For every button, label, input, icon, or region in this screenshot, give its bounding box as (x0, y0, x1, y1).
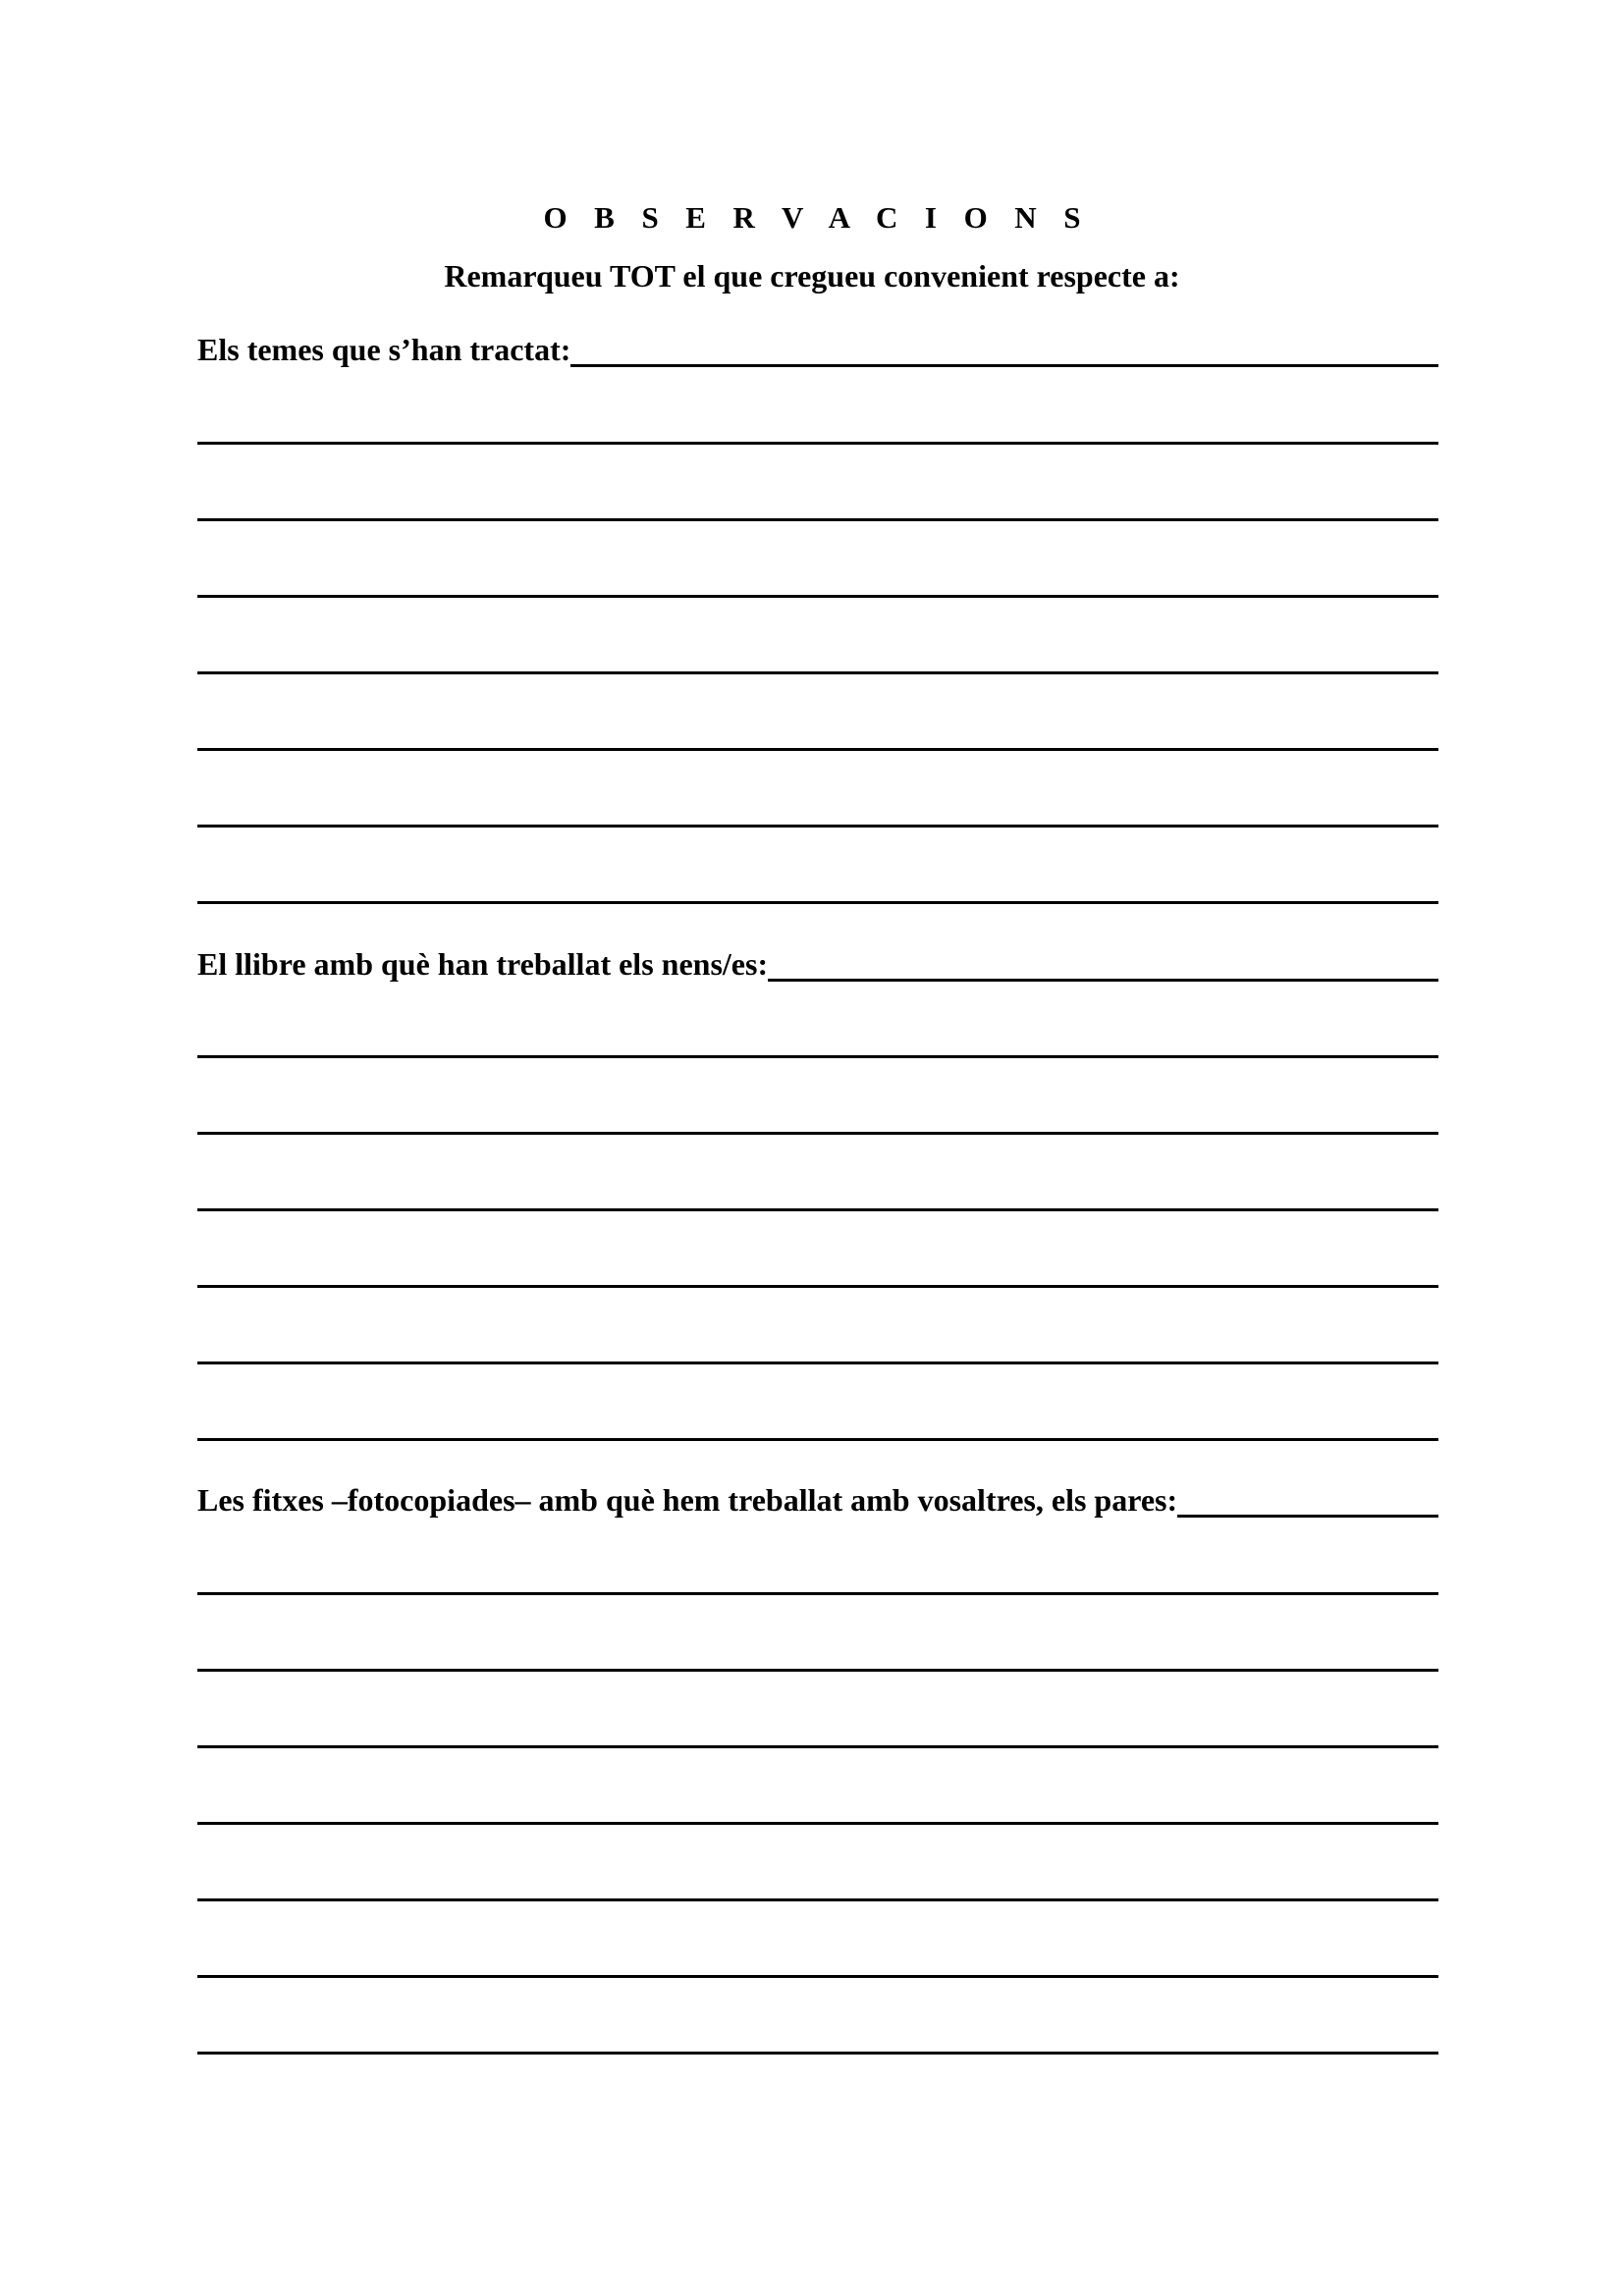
section-3-write-line[interactable] (197, 2052, 1438, 2055)
section-3-write-line[interactable] (197, 1745, 1438, 1748)
section-1-write-line[interactable] (197, 518, 1438, 521)
section-1-write-line[interactable] (197, 595, 1438, 598)
instruction-text: Remarqueu TOT el que cregueu convenient respecte a: (444, 258, 1180, 294)
section-3-prompt-row (197, 1480, 1438, 1520)
section-3-prompt: Les fitxes –fotocopiades– amb què hem treballat amb vosaltres, els pares: (197, 1482, 1178, 1518)
section-2-write-line[interactable] (197, 1208, 1438, 1211)
section-1-write-line[interactable] (197, 901, 1438, 904)
section-1-write-line[interactable] (197, 442, 1438, 445)
section-2-write-line[interactable] (197, 1055, 1438, 1058)
section-1-prompt-row (197, 330, 1438, 369)
section-3-write-line[interactable] (197, 1975, 1438, 1978)
section-2-write-line[interactable] (197, 1438, 1438, 1441)
page-title: O B S E R V A C I O N S (543, 200, 1091, 235)
section-3-write-line[interactable] (197, 1822, 1438, 1825)
section-1-write-line[interactable] (197, 671, 1438, 674)
section-3-write-line[interactable] (197, 1898, 1438, 1901)
section-2-prompt: El llibre amb què han treballat els nens/es: (197, 946, 769, 982)
section-3-write-line[interactable] (197, 1592, 1438, 1595)
section-3-answer-line[interactable] (1177, 1514, 1438, 1518)
section-1-write-line[interactable] (197, 748, 1438, 751)
section-1-prompt: Els temes que s’han tractat: (197, 332, 571, 367)
section-1-write-line[interactable] (197, 825, 1438, 828)
section-2-write-line[interactable] (197, 1285, 1438, 1288)
section-3-write-line[interactable] (197, 1669, 1438, 1672)
section-2-write-line[interactable] (197, 1362, 1438, 1364)
section-2-write-line[interactable] (197, 1132, 1438, 1135)
section-1-answer-line[interactable] (570, 363, 1438, 367)
section-2-answer-line[interactable] (768, 978, 1438, 982)
section-2-prompt-row (197, 944, 1438, 984)
